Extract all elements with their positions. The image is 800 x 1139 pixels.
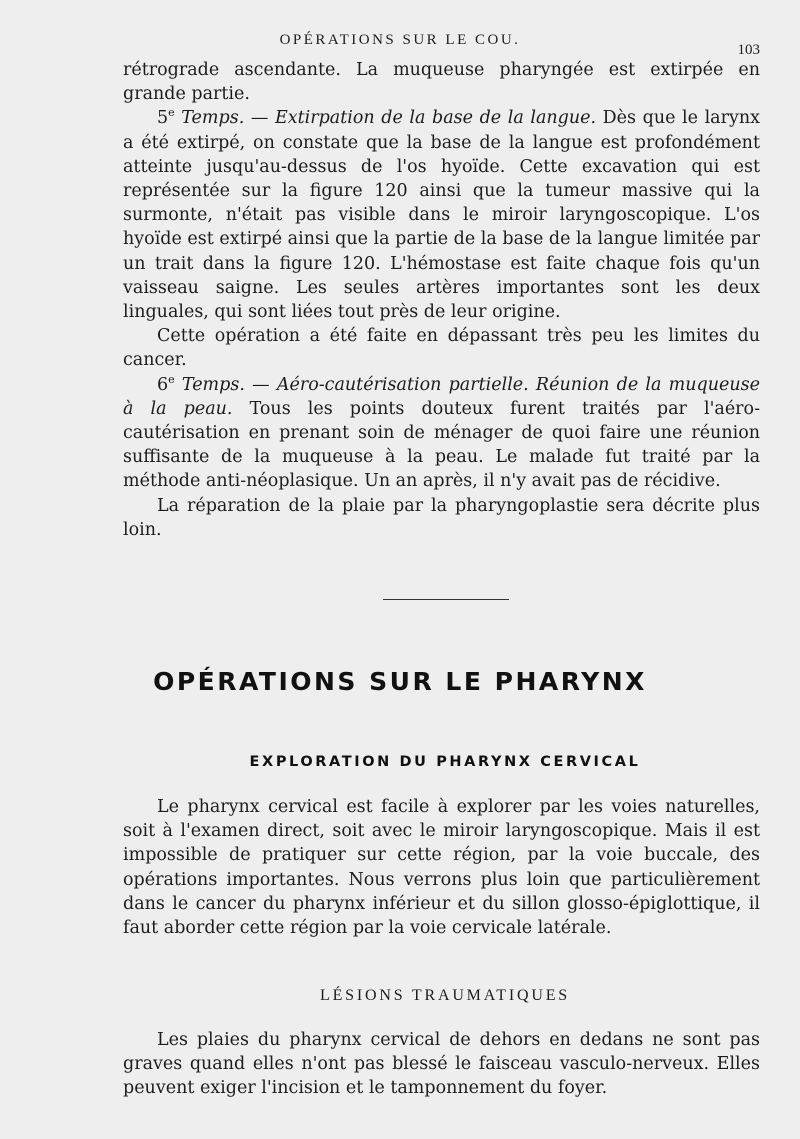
step-text: Dès que le larynx a été extirpé, on constate que la base de la langue est profondément atteinte jusqu'au-dessus de l'os hyoïde. Cette excavation qui est représentée sur la figure 120 ainsi que la tumeur massive qui la surmonte, n'était pas visible dans le miroir laryngoscopique. L'os hyoïde est extirpé ainsi que la partie de la base de la langue limitée par un trait dans la figure 120. L'hémostase est faite chaque fois qu'un vaisseau saigne. Les seules artères importantes sont les deux linguales, qui sont liées tout près de leur origine. <box>123 108 761 323</box>
step-superscript: e <box>168 106 175 120</box>
paragraph-temps-6 <box>123 373 760 494</box>
lesions-heading: LÉSIONS TRAUMATIQUES <box>320 987 570 1004</box>
page-number: 103 <box>737 42 760 58</box>
step-title: Extirpation de la base de la langue. <box>274 108 597 129</box>
step-superscript: e <box>168 372 175 386</box>
paragraph-temps-5 <box>123 106 760 324</box>
lesions-body <box>123 1028 760 1101</box>
exploration-body <box>123 795 760 940</box>
paragraph-pharyngoplastie: La réparation de la plaie par la pharyngoplastie sera décrite plus loin. <box>123 495 760 540</box>
paragraph-continuation: rétrograde ascendante. La muqueuse pharyngée est extirpée en grande partie. <box>123 60 760 105</box>
step-label: Temps. — <box>174 374 277 395</box>
paragraph-cancer-limits: Cette opération a été faite en dépassant très peu les limites du cancer. <box>123 326 760 371</box>
step-label: Temps. — <box>174 108 275 129</box>
section-title: OPÉRATIONS SUR LE PHARYNX <box>153 667 647 696</box>
step-text: Tous les points douteux furent traités par l'aéro-cautérisation en prenant soin de ménager de quoi faire une réunion suffisante de la muqueuse à la peau. Le malade fut traité par la méthode anti-néoplasique. Un an après, il n'y avait pas de récidive. <box>123 398 761 492</box>
lesions-paragraph: Les plaies du pharynx cervical de dehors en dedans ne sont pas graves quand elles n'ont pas blessé le faisceau vasculo-nerveux. Elles peuvent exiger l'incision et le tamponnement du foyer. <box>123 1030 760 1099</box>
exploration-paragraph: Le pharynx cervical est facile à explorer par les voies naturelles, soit à l'examen direct, soit avec le miroir laryngoscopique. Mais il est impossible de pratiquer sur cette région, par la voie buccale, des opérations importantes. Nous verrons plus loin que particulièrement dans le cancer du pharynx inférieur et du sillon glosso-épiglottique, il faut aborder cette région par la voie cervicale latérale. <box>123 797 760 939</box>
exploration-heading: EXPLORATION DU PHARYNX CERVICAL <box>249 754 641 770</box>
step-number: 5 <box>157 108 169 129</box>
step-number: 6 <box>157 374 169 395</box>
running-head: OPÉRATIONS SUR LE COU. <box>279 32 521 48</box>
continuation-text <box>123 58 760 542</box>
step-title: Aéro-cautérisation partielle. Réunion de la muqueuse à la peau. <box>123 374 760 419</box>
section-divider <box>383 599 509 600</box>
